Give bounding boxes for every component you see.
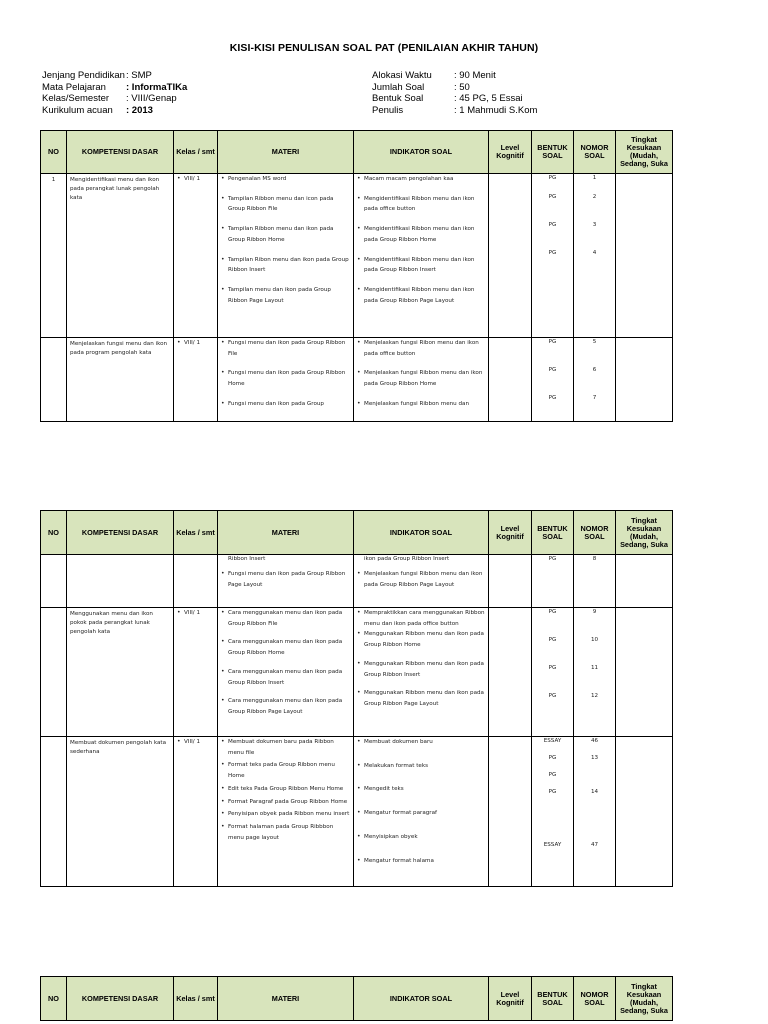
meta-label: Penulis	[372, 105, 404, 117]
meta-label: Alokasi Waktu	[372, 70, 432, 81]
materi-item: • Cara menggunakan menu dan ikon pada Group Ribbon Page Layout	[219, 696, 350, 717]
indikator-item: • Mengidentifikasi Ribbon menu dan ikon pada Group Ribbon Home	[355, 224, 485, 245]
row-indikator	[354, 555, 489, 608]
indikator-item: • Menjelaskan fungsi Ribbon menu dan ikon pada Group Ribbon Page Layout	[355, 569, 485, 590]
header-tingkat: Tingkat Kesukaan (Mudah, Sedang, Suka	[616, 131, 673, 174]
bentuk-value: PG	[548, 395, 557, 401]
kisi-table-2	[40, 510, 673, 887]
row-level	[489, 174, 532, 338]
indikator-item: • Menyisipkan obyek	[355, 832, 485, 843]
nomor-value: 2	[592, 194, 597, 200]
bentuk-value: PG	[548, 250, 557, 256]
bentuk-value: PG	[548, 194, 557, 200]
header-tingkat: Tingkat Kesukaan (Mudah, Sedang, Suka	[616, 977, 673, 1021]
kelas-value: • VIII/ 1	[175, 608, 214, 619]
nomor-value: 7	[592, 395, 597, 401]
bentuk-value: PG	[548, 637, 557, 643]
row-materi	[218, 174, 354, 338]
row-nomor	[574, 555, 616, 608]
indikator-item: • Menggunakan Ribbon menu dan ikon pada Group Ribbon Insert	[355, 659, 485, 680]
row-bentuk	[532, 608, 574, 737]
bentuk-value: PG	[548, 175, 557, 181]
header-no: NO	[41, 511, 67, 555]
indikator-item: • Mengatur format halama	[355, 856, 485, 867]
indikator-continued: ikon pada Group Ribbon Insert	[364, 556, 450, 562]
row-kelas	[174, 608, 218, 737]
row-bentuk	[532, 338, 574, 422]
header-materi: MATERI	[218, 511, 354, 555]
materi-continued: Ribbon Insert	[228, 556, 266, 562]
meta-value: : 1 Mahmudi S.Kom	[454, 105, 538, 117]
row-materi	[218, 608, 354, 737]
materi-item: • Fungsi menu dan ikon pada Group	[219, 399, 350, 410]
meta-row	[42, 82, 187, 94]
row-materi	[218, 737, 354, 887]
bentuk-value: PG	[548, 755, 557, 761]
header-kelas: Kelas / smt	[174, 511, 218, 555]
row-kompetensi	[67, 555, 174, 608]
nomor-value: 3	[592, 222, 597, 228]
meta-label: Kelas/Semester	[42, 93, 110, 105]
nomor-value: 11	[590, 665, 599, 671]
row-indikator	[354, 338, 489, 422]
meta-label: Jumlah Soal	[372, 81, 425, 93]
table-row	[41, 338, 673, 422]
header-level: Level Kognitif	[489, 131, 532, 174]
row-bentuk	[532, 737, 574, 887]
meta-value: : 50	[454, 81, 470, 93]
nomor-value: 13	[590, 755, 599, 761]
header-bentuk: BENTUK SOAL	[532, 977, 574, 1021]
header-kelas: Kelas / smt	[174, 131, 218, 174]
row-nomor	[574, 737, 616, 887]
header-level: Level Kognitif	[489, 977, 532, 1021]
nomor-value: 4	[592, 250, 597, 256]
materi-item: • Cara menggunakan menu dan ikon pada Group Ribbon File	[219, 608, 350, 629]
bentuk-value: PG	[548, 772, 557, 778]
meta-row	[42, 70, 187, 82]
row-kelas	[174, 174, 218, 338]
meta-value: : InformaTIKa	[126, 81, 188, 93]
materi-item: • Pengenalan MS word	[219, 174, 350, 185]
meta-label: Jenjang Pendidikan	[42, 70, 125, 81]
header-kompetensi: KOMPETENSI DASAR	[67, 131, 174, 174]
row-tingkat	[616, 737, 673, 887]
bentuk-value: PG	[548, 339, 557, 345]
row-tingkat	[616, 174, 673, 338]
bentuk-value: PG	[548, 222, 557, 228]
materi-item: • Tampilan Ribbon menu dan icon pada Group Ribbon File	[219, 194, 350, 215]
meta-value: : 90 Menit	[454, 70, 496, 81]
materi-item: • Fungsi menu dan ikon pada Group Ribbon Home	[219, 368, 350, 389]
header-indikator: INDIKATOR SOAL	[354, 131, 489, 174]
header-nomor: NOMOR SOAL	[574, 131, 616, 174]
indikator-item: • Mengatur format paragraf	[355, 808, 485, 819]
header-materi: MATERI	[218, 977, 354, 1021]
materi-item: • Tampilan Ribon menu dan ikon pada Group Ribbon Insert	[219, 255, 350, 276]
materi-item: • Fungsi menu dan ikon pada Group Ribbon Page Layout	[219, 569, 350, 590]
materi-item: • Cara menggunakan menu dan ikon pada Group Ribbon Insert	[219, 667, 350, 688]
meta-left	[42, 70, 187, 117]
nomor-value: 6	[592, 367, 597, 373]
header-level: Level Kognitif	[489, 511, 532, 555]
row-no	[41, 608, 67, 737]
bentuk-value: PG	[548, 789, 557, 795]
meta-label: Mata Pelajaran	[42, 81, 106, 93]
header-tingkat: Tingkat Kesukaan (Mudah, Sedang, Suka	[616, 511, 673, 555]
indikator-item: • Menggunakan Ribbon menu dan ikon pada Group Ribbon Home	[355, 629, 485, 650]
meta-row	[42, 93, 187, 105]
header-indikator: INDIKATOR SOAL	[354, 977, 489, 1021]
meta-right	[372, 70, 537, 117]
meta-value: : 2013	[126, 105, 153, 117]
indikator-item: • Mengedit teks	[355, 784, 485, 795]
meta-label: Bentuk Soal	[372, 93, 424, 105]
materi-item: • Format Paragraf pada Group Ribbon Home	[219, 797, 350, 808]
bentuk-value: PG	[548, 556, 557, 562]
header-row	[41, 511, 673, 555]
row-no: 1	[41, 174, 67, 338]
nomor-value: 46	[590, 738, 599, 744]
table-row	[41, 174, 673, 338]
row-kompetensi: Menjelaskan fungsi menu dan ikon pada program pengolah kata	[67, 338, 174, 422]
meta-label: Kurikulum acuan	[42, 105, 113, 117]
materi-item: • Edit teks Pada Group Ribbon Menu Home	[219, 784, 350, 795]
bentuk-value: PG	[548, 665, 557, 671]
bentuk-value: ESSAY	[543, 842, 562, 848]
meta-row	[372, 70, 537, 82]
header-materi: MATERI	[218, 131, 354, 174]
indikator-item: • Menjelaskan fungsi Ribon menu dan ikon pada office button	[355, 338, 485, 359]
meta-value: : VIII/Genap	[126, 93, 177, 105]
kelas-value: • VIII/ 1	[175, 737, 214, 748]
row-level	[489, 338, 532, 422]
row-kompetensi: Mengidentifikasi menu dan ikon pada perangkat lunak pengolah kata	[67, 174, 174, 338]
row-nomor	[574, 608, 616, 737]
meta-row	[42, 105, 187, 117]
bentuk-value: PG	[548, 367, 557, 373]
indikator-item: • Menggunakan Ribbon menu dan ikon pada Group Ribbon Page Layout	[355, 688, 485, 709]
row-bentuk	[532, 174, 574, 338]
row-indikator	[354, 174, 489, 338]
nomor-value: 10	[590, 637, 599, 643]
row-level	[489, 608, 532, 737]
bentuk-value: PG	[548, 693, 557, 699]
table-row	[41, 608, 673, 737]
header-kompetensi: KOMPETENSI DASAR	[67, 977, 174, 1021]
kisi-table-1	[40, 130, 673, 422]
row-no	[41, 338, 67, 422]
kelas-value: • VIII/ 1	[175, 174, 214, 185]
materi-item: • Fungsi menu dan ikon pada Group Ribbon File	[219, 338, 350, 359]
header-nomor: NOMOR SOAL	[574, 511, 616, 555]
indikator-item: • Menjelaskan fungsi Ribbon menu dan	[355, 399, 485, 410]
indikator-item: • Membuat dokumen baru	[355, 737, 485, 748]
header-no: NO	[41, 131, 67, 174]
table-row	[41, 737, 673, 887]
header-indikator: INDIKATOR SOAL	[354, 511, 489, 555]
row-indikator	[354, 737, 489, 887]
indikator-item: • Macam macam pengolahan kaa	[355, 174, 485, 185]
header-row	[41, 131, 673, 174]
header-kelas: Kelas / smt	[174, 977, 218, 1021]
meta-row	[372, 82, 537, 94]
row-level	[489, 737, 532, 887]
indikator-item: • Mengidentifikasi Ribbon menu dan ikon pada Group Ribbon Insert	[355, 255, 485, 276]
row-tingkat	[616, 608, 673, 737]
meta-row	[372, 105, 537, 117]
row-kompetensi: Menggunakan menu dan ikon pokok pada perangkat lunak pengolah kata	[67, 608, 174, 737]
nomor-value: 12	[590, 693, 599, 699]
row-kelas	[174, 338, 218, 422]
materi-item: • Cara menggunakan menu dan ikon pada Group Ribbon Home	[219, 637, 350, 658]
header-kompetensi: KOMPETENSI DASAR	[67, 511, 174, 555]
row-no	[41, 555, 67, 608]
document-title: KISI-KISI PENULISAN SOAL PAT (PENILAIAN AKHIR TAHUN)	[229, 42, 539, 54]
header-no: NO	[41, 977, 67, 1021]
table-row	[41, 555, 673, 608]
nomor-value: 1	[592, 175, 597, 181]
nomor-value: 5	[592, 339, 597, 345]
row-materi	[218, 338, 354, 422]
nomor-value: 9	[592, 609, 597, 615]
row-level	[489, 555, 532, 608]
row-tingkat	[616, 338, 673, 422]
row-indikator	[354, 608, 489, 737]
row-nomor	[574, 174, 616, 338]
header-bentuk: BENTUK SOAL	[532, 511, 574, 555]
row-kelas	[174, 737, 218, 887]
materi-item: • Tampilan Ribbon menu dan ikon pada Group Ribbon Home	[219, 224, 350, 245]
materi-item: • Penyisipan obyek pada Ribbon menu insert	[219, 809, 350, 820]
header-nomor: NOMOR SOAL	[574, 977, 616, 1021]
materi-item: • Format halaman pada Group Ribbbon menu page layout	[219, 822, 350, 843]
meta-value: : SMP	[126, 70, 152, 81]
bentuk-value: PG	[548, 609, 557, 615]
indikator-item: • Mempraktikkan cara menggunakan Ribbon menu dan ikon pada office button	[355, 608, 485, 629]
kisi-table-3	[40, 976, 673, 1021]
indikator-item: • Mengidentifikasi Ribbon menu dan ikon pada Group Ribbon Page Layout	[355, 285, 485, 306]
meta-value: : 45 PG, 5 Essai	[454, 93, 523, 105]
nomor-value: 47	[590, 842, 599, 848]
materi-item: • Tampilan menu dan ikon pada Group Ribbon Page Layout	[219, 285, 350, 306]
materi-item: • Membuat dokumen baru pada Ribbon menu file	[219, 737, 350, 758]
row-kompetensi: Membuat dokumen pengolah kata sederhana	[67, 737, 174, 887]
indikator-item: • Mengidentifikasi Ribbon menu dan ikon pada office button	[355, 194, 485, 215]
row-no	[41, 737, 67, 887]
header-bentuk: BENTUK SOAL	[532, 131, 574, 174]
nomor-value: 14	[590, 789, 599, 795]
row-kelas	[174, 555, 218, 608]
row-nomor	[574, 338, 616, 422]
header-row	[41, 977, 673, 1021]
indikator-item: • Menjelaskan fungsi Ribbon menu dan ikon pada Group Ribbon Home	[355, 368, 485, 389]
nomor-value: 8	[592, 556, 597, 562]
kelas-value: • VIII/ 1	[175, 338, 214, 349]
materi-item: • Format teks pada Group Ribbon menu Home	[219, 760, 350, 781]
row-bentuk	[532, 555, 574, 608]
meta-row	[372, 93, 537, 105]
row-materi	[218, 555, 354, 608]
row-tingkat	[616, 555, 673, 608]
bentuk-value: ESSAY	[543, 738, 562, 744]
indikator-item: • Melakukan format teks	[355, 761, 485, 772]
